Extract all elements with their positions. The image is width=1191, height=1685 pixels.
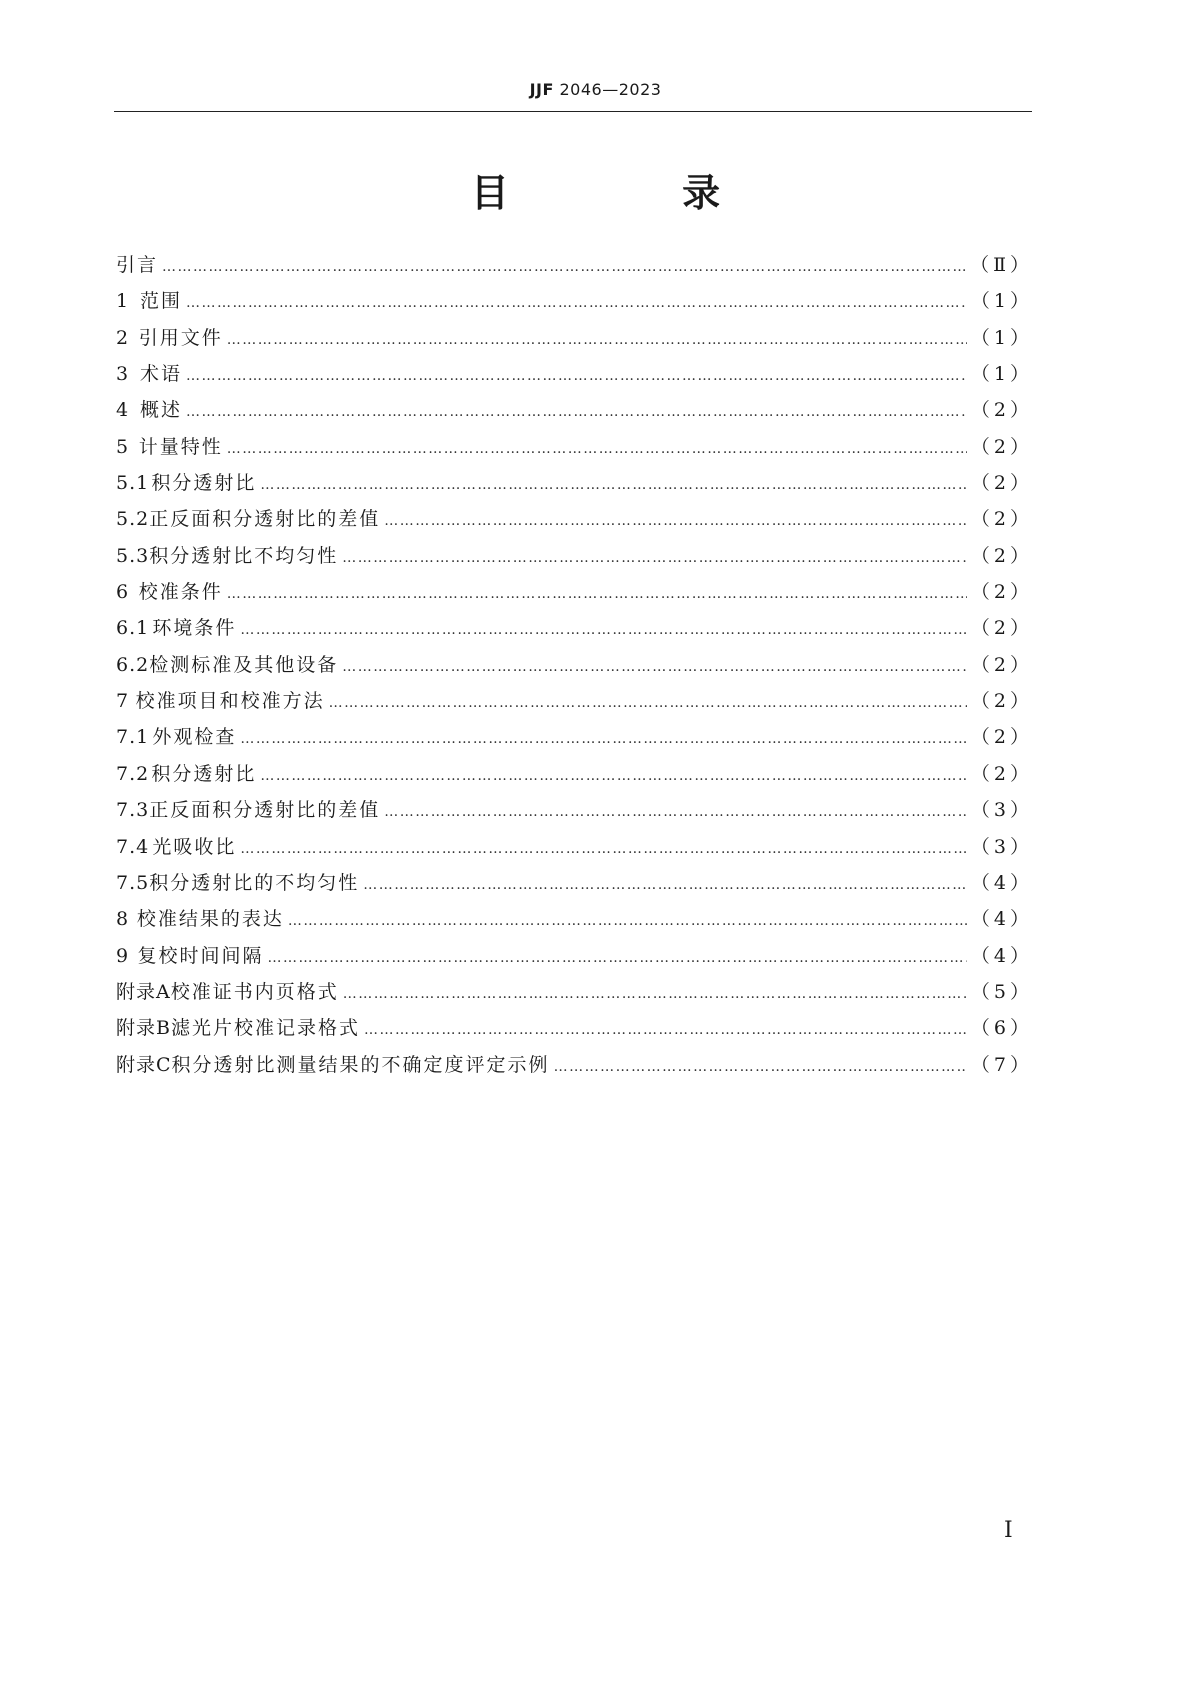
dot-leader — [260, 768, 967, 784]
toc-entry-number: 1 — [116, 290, 130, 313]
dot-leader — [364, 1022, 967, 1038]
toc-entry-label: 检测标准及其他设备 — [149, 653, 339, 676]
toc-entry-number: 7.3 — [116, 799, 150, 822]
dot-leader — [240, 841, 967, 857]
toc-entry-label: 积分透射比的不均匀性 — [149, 871, 360, 894]
table-of-contents — [116, 250, 1033, 1086]
toc-entry-label: 引言 — [116, 254, 159, 276]
toc-entry-number: 7 — [116, 690, 130, 713]
toc-entry[interactable] — [116, 541, 1033, 577]
dot-leader — [267, 950, 966, 966]
toc-entry-page: （2） — [970, 508, 1033, 531]
toc-entry-label: 校准条件 — [138, 581, 223, 604]
toc-entry[interactable] — [116, 432, 1033, 468]
toc-entry[interactable] — [116, 722, 1033, 758]
toc-entry-page: （1） — [970, 290, 1033, 313]
toc-entry-number: 附录B — [116, 1017, 171, 1040]
dot-leader — [260, 477, 967, 493]
toc-entry[interactable] — [116, 868, 1033, 904]
toc-entry-label: 正反面积分透射比的差值 — [149, 799, 381, 822]
toc-entry[interactable] — [116, 795, 1033, 831]
toc-entry-number: 6.1 — [116, 617, 150, 640]
header-rule — [114, 111, 1032, 112]
dot-leader — [227, 332, 967, 348]
toc-entry-label: 正反面积分透射比的差值 — [149, 508, 381, 531]
toc-entry-number: 2 — [116, 326, 130, 349]
toc-entry-page: （2） — [970, 581, 1033, 604]
toc-entry[interactable] — [116, 468, 1033, 504]
toc-entry-page: （Ⅱ） — [970, 254, 1033, 276]
dot-leader — [227, 441, 967, 457]
toc-entry-page: （2） — [970, 726, 1033, 749]
toc-entry-page: （2） — [970, 435, 1033, 458]
toc-entry[interactable] — [116, 650, 1033, 686]
toc-entry-page: （2） — [970, 472, 1033, 495]
toc-entry-page: （5） — [970, 980, 1033, 1003]
toc-entry-number: 8 — [116, 908, 130, 931]
toc-entry[interactable] — [116, 504, 1033, 540]
dot-leader — [186, 404, 967, 420]
toc-entry-label: 范围 — [139, 290, 182, 313]
toc-entry-label: 术语 — [139, 363, 182, 386]
toc-entry-label: 滤光片校准记录格式 — [170, 1017, 360, 1040]
toc-entry-label: 积分透射比 — [151, 762, 257, 785]
toc-entry[interactable] — [116, 613, 1033, 649]
dot-leader — [240, 622, 967, 638]
toc-entry[interactable] — [116, 832, 1033, 868]
document-header — [0, 80, 1191, 99]
toc-entry-page: （4） — [970, 871, 1033, 894]
toc-entry-number: 5.3 — [116, 544, 150, 567]
toc-entry-page: （2） — [970, 399, 1033, 422]
toc-entry-page: （6） — [970, 1017, 1033, 1040]
toc-entry-label: 外观检查 — [152, 726, 237, 749]
dot-leader — [288, 913, 967, 929]
toc-entry-page: （2） — [970, 617, 1033, 640]
toc-entry-number: 5.2 — [116, 508, 150, 531]
toc-entry-page: （2） — [970, 653, 1033, 676]
toc-entry[interactable] — [116, 941, 1033, 977]
dot-leader — [342, 550, 967, 566]
toc-entry-label: 积分透射比测量结果的不确定度评定示例 — [171, 1053, 550, 1076]
toc-entry[interactable] — [116, 577, 1033, 613]
toc-entry[interactable] — [116, 395, 1033, 431]
toc-entry-number: 6.2 — [116, 653, 150, 676]
toc-entry-number: 3 — [116, 363, 130, 386]
toc-entry-label: 环境条件 — [152, 617, 237, 640]
standard-code-number: 2046—2023 — [559, 80, 662, 99]
toc-entry-page: （4） — [970, 908, 1033, 931]
toc-entry[interactable] — [116, 759, 1033, 795]
toc-entry-page: （7） — [970, 1053, 1033, 1076]
toc-entry-page: （1） — [970, 326, 1033, 349]
toc-entry-number: 附录A — [116, 980, 171, 1003]
toc-entry-label: 计量特性 — [138, 435, 223, 458]
page-folio: Ⅰ — [1004, 1518, 1013, 1543]
toc-entry-label: 概述 — [139, 399, 182, 422]
toc-entry-page: （2） — [970, 762, 1033, 785]
toc-entry[interactable] — [116, 977, 1033, 1013]
toc-entry-number: 7.5 — [116, 871, 150, 894]
toc-entry-label: 光吸收比 — [152, 835, 237, 858]
standard-code-prefix: JJF — [529, 80, 554, 99]
dot-leader — [342, 659, 967, 675]
toc-entry-number: 7.2 — [116, 762, 150, 785]
toc-entry[interactable] — [116, 250, 1033, 286]
toc-entry-number: 5 — [116, 435, 130, 458]
toc-entry-label: 校准项目和校准方法 — [135, 690, 325, 713]
toc-entry[interactable] — [116, 286, 1033, 322]
toc-entry[interactable] — [116, 323, 1033, 359]
toc-entry-number: 5.1 — [116, 472, 150, 495]
dot-leader — [240, 731, 967, 747]
toc-entry[interactable] — [116, 904, 1033, 940]
dot-leader — [554, 1059, 967, 1075]
dot-leader — [363, 877, 967, 893]
toc-entry-page: （1） — [970, 363, 1033, 386]
toc-entry-page: （3） — [970, 835, 1033, 858]
toc-entry-page: （2） — [970, 690, 1033, 713]
toc-entry-number: 7.1 — [116, 726, 150, 749]
toc-entry-label: 积分透射比不均匀性 — [149, 544, 339, 567]
toc-entry-label: 校准结果的表达 — [136, 908, 284, 931]
toc-entry-number: 9 — [116, 944, 130, 967]
dot-leader — [186, 295, 967, 311]
toc-entry-page: （4） — [970, 944, 1033, 967]
toc-entry-number: 6 — [116, 581, 130, 604]
dot-leader — [384, 804, 967, 820]
dot-leader — [384, 513, 967, 529]
dot-leader — [227, 586, 967, 602]
toc-entry-label: 积分透射比 — [151, 472, 257, 495]
toc-entry[interactable] — [116, 1013, 1033, 1049]
toc-entry[interactable] — [116, 1050, 1033, 1086]
toc-entry-page: （2） — [970, 544, 1033, 567]
toc-entry-number: 7.4 — [116, 835, 150, 858]
toc-entry[interactable] — [116, 359, 1033, 395]
toc-entry[interactable] — [116, 686, 1033, 722]
dot-leader — [329, 695, 967, 711]
toc-entry-label: 校准证书内页格式 — [170, 980, 339, 1003]
toc-entry-number: 4 — [116, 399, 130, 422]
toc-entry-label: 引用文件 — [138, 326, 223, 349]
toc-entry-number: 附录C — [116, 1053, 172, 1076]
toc-entry-page: （3） — [970, 799, 1033, 822]
page-title: 目 录 — [470, 171, 801, 215]
dot-leader — [186, 368, 967, 384]
dot-leader — [162, 259, 966, 275]
toc-entry-label: 复校时间间隔 — [137, 944, 264, 967]
dot-leader — [343, 986, 967, 1002]
